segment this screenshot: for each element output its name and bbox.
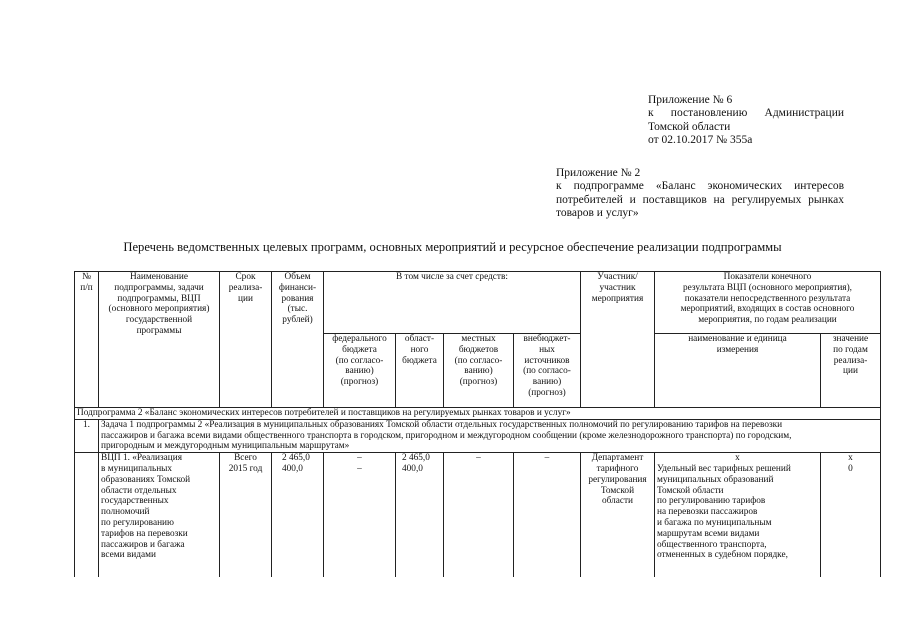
header-participant: Участник/ участник мероприятия xyxy=(581,272,655,408)
vcp-term: Всего 2015 год xyxy=(220,453,272,577)
vcp-indicator-value: х 0 xyxy=(821,453,881,577)
annex-6-line: Томской области xyxy=(648,120,731,133)
vcp-indicator-name: х Удельный вес тарифных решений муниципальных образований Томской области по регулированию тарифов на перевозки пассажиров и багажа по муниципальным маршрутам всеми видами общественного транспорта, отмененных в судебном порядке, xyxy=(655,453,821,577)
vcp-regional: 2 465,0 400,0 xyxy=(396,453,444,577)
vcp-name: ВЦП 1. «Реализация в муниципальных образованиях Томской области отдельных государственных полномочий по регулированию тарифов на перевозки пассажиров и багажа всеми видами xyxy=(99,453,220,577)
annex-2-block xyxy=(556,167,844,221)
annex-6-line: к постановлению Администрации xyxy=(648,107,844,120)
header-volume: Объем финанси- рования (тыс. рублей) xyxy=(272,272,324,408)
annex-6-block xyxy=(648,94,844,148)
task-num: 1. xyxy=(75,419,99,452)
header-local: местных бюджетов (по согласо- ванию) (прогноз) xyxy=(444,334,514,408)
vcp-volume: 2 465,0 400,0 xyxy=(272,453,324,577)
table-row xyxy=(75,453,881,577)
header-num: № п/п xyxy=(75,272,99,408)
annex-6-line: Приложение № 6 xyxy=(648,94,733,106)
header-federal: федерального бюджета (по согласо- ванию) (прогноз) xyxy=(324,334,396,408)
annex-6-line: от 02.10.2017 № 355а xyxy=(648,134,753,147)
header-name: Наименование подпрограммы, задачи подпрограммы, ВЦП (основного мероприятия) государственной программы xyxy=(99,272,220,408)
document-title: Перечень ведомственных целевых программ, основных мероприятий и ресурсное обеспечение реализации подпрограммы xyxy=(123,240,782,254)
header-incl: В том числе за счет средств: xyxy=(324,272,581,334)
header-indicator-name: наименование и единица измерения xyxy=(655,334,821,408)
subprogram-row: Подпрограмма 2 «Баланс экономических интересов потребителей и поставщиков на регулируемых рынках товаров и услуг» xyxy=(75,408,881,420)
vcp-extra: – xyxy=(514,453,581,577)
vcp-local: – xyxy=(444,453,514,577)
vcp-participant: Департамент тарифного регулирования Томской области xyxy=(581,453,655,577)
task-text: Задача 1 подпрограммы 2 «Реализация в муниципальных образованиях Томской области отдельных государственных полномочий по регулированию тарифов на перевозки пассажиров и багажа всеми видами общественного транспорта в городском, пригородном и междугородном сообщении (кроме железнодорожного транспорта) по городским, пригородным и междугородным муниципальным маршрутам» xyxy=(99,419,881,452)
header-regional: област- ного бюджета xyxy=(396,334,444,408)
header-indicators: Показатели конечного результата ВЦП (основного мероприятия), показатели непосредственного результата мероприятий, входящих в состав основного мероприятия, по годам реализации xyxy=(655,272,881,334)
header-term: Срок реализа- ции xyxy=(220,272,272,408)
program-table xyxy=(74,271,881,577)
vcp-federal: – – xyxy=(324,453,396,577)
header-indicator-value: значение по годам реализа- ции xyxy=(821,334,881,408)
annex-2-title: Приложение № 2 xyxy=(556,167,641,179)
header-extra: внебюджет- ных источников (по согласо- ванию) (прогноз) xyxy=(514,334,581,408)
annex-2-text: к подпрограмме «Баланс экономических интересов потребителей и поставщиков на регулируемых рынках товаров и услуг» xyxy=(556,180,844,220)
